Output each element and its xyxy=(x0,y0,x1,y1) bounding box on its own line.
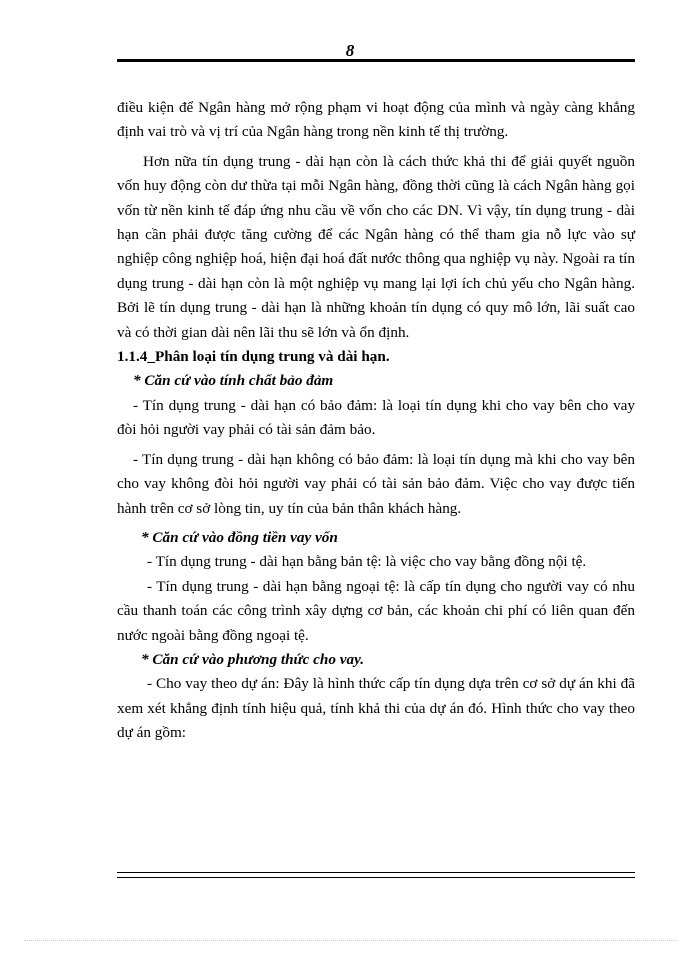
paragraph-medium-long-term-credit: Hơn nữa tín dụng trung - dài hạn còn là cách thức khả thi để giải quyết nguồn vốn huy động còn dư thừa tại mỗi Ngân hàng, đồng thời cũng là cách Ngân hàng gọi vốn từ nền kinh tế đáp ứng nhu cầu về vốn cho các DN. Vì vậy, tín dụng trung - dài hạn cần phải được tăng cường để các Ngân hàng có thể tham gia nỗ lực vào sự nghiệp công nghiệp hoá, hiện đại hoá đất nước thông qua nghiệp vụ này. Ngoài ra tín dụng trung - dài hạn còn là một nghiệp vụ mang lại lợi ích chủ yếu cho Ngân hàng. Bởi lẽ tín dụng trung - dài hạn là những khoản tín dụng có quy mô lớn, lãi suất cao và có thời gian dài nên lãi thu sẽ lớn và ổn định. xyxy=(117,152,635,341)
criterion-currency: * Căn cứ vào đồng tiền vay vốn xyxy=(141,528,338,546)
page-edge-dotted-line xyxy=(24,940,676,941)
list-item-secured-credit: - Tín dụng trung - dài hạn có bảo đảm: là loại tín dụng khi cho vay bên cho vay đòi hỏi người vay phải có tài sản đảm bảo. xyxy=(117,396,635,439)
page-number: 8 xyxy=(345,41,355,60)
list-item-unsecured-credit: - Tín dụng trung - dài hạn không có bảo đảm: là loại tín dụng mà khi cho vay bên cho vay không đòi hỏi người vay phải có tài sản bảo đảm. Việc cho vay được tiến hành trên cơ sở lòng tin, uy tín của bản thân khách hàng. xyxy=(117,450,635,517)
criterion-lending-method: * Căn cứ vào phương thức cho vay. xyxy=(141,650,365,668)
list-item-foreign-currency: - Tín dụng trung - dài hạn bằng ngoại tệ: là cấp tín dụng cho người vay có nhu cầu thanh toán các công trình xây dựng cơ bản, các khoản chi phí có liên quan đến nước ngoài bằng đồng ngoại tệ. xyxy=(117,577,635,644)
document-body xyxy=(117,96,635,746)
paragraph-continuation: điều kiện để Ngân hàng mở rộng phạm vi hoạt động của mình và ngày càng khẳng định vai trò và vị trí của Ngân hàng trong nền kinh tế thị trường. xyxy=(117,99,635,141)
footer-double-rule xyxy=(117,872,635,878)
list-item-local-currency: - Tín dụng trung - dài hạn bằng bản tệ: là việc cho vay bằng đồng nội tệ. xyxy=(147,553,587,571)
section-heading: 1.1.4_Phân loại tín dụng trung và dài hạn. xyxy=(117,348,390,366)
list-item-project-lending: - Cho vay theo dự án: Đây là hình thức cấp tín dụng dựa trên cơ sở dự án khi đã xem xét khẳng định tính hiệu quả, tính khả thi của dự án đó. Hình thức cho vay theo dự án gồm: xyxy=(117,675,635,742)
criterion-collateral: * Căn cứ vào tính chất bảo đảm xyxy=(133,372,334,390)
header-rule xyxy=(117,59,635,62)
